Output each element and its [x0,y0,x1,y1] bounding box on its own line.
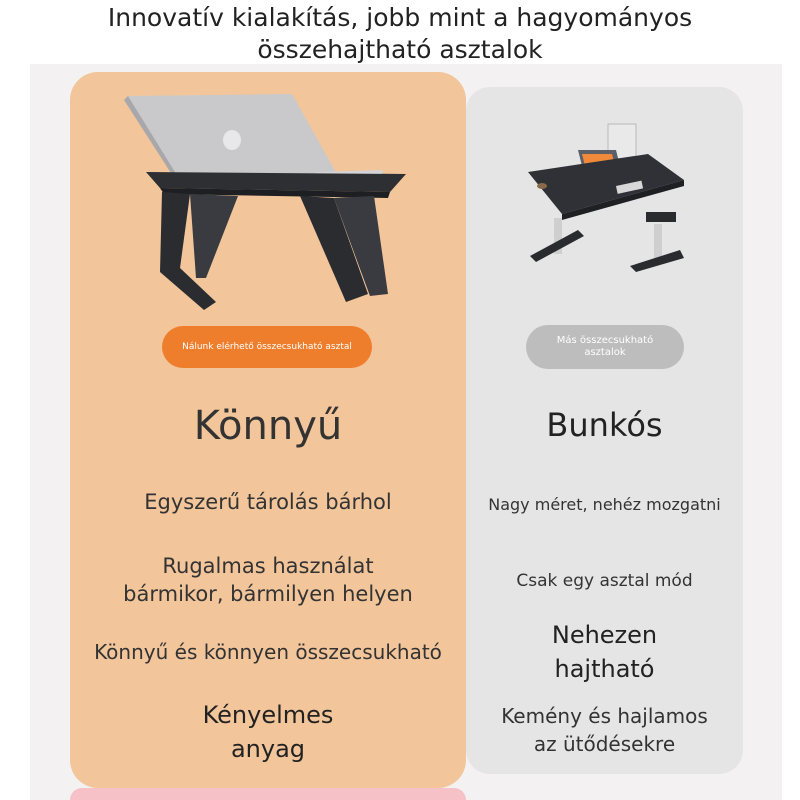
our-feature-material-line-2: anyag [230,735,306,763]
other-feature-material-line-1: Kemény és hajlamos [501,704,708,728]
bed-tray-table-image [520,120,690,300]
our-feature-foldable: Könnyű és könnyen összecsukható [94,640,442,664]
bottom-accent [70,788,466,800]
our-feature-flexible-use-line-1: Rugalmas használat [162,554,374,578]
our-feature-material-line-1: Kényelmes [202,701,334,729]
other-feature-material-line-2: az ütődésekre [533,732,676,756]
headline-line-1: Innovatív kialakítás, jobb mint a hagyományos [107,3,693,32]
our-feature-flexible-use-line-2: bármikor, bármilyen helyen [123,582,413,606]
our-feature-flexible-use [70,552,466,608]
laptop-stand-image [120,88,420,318]
other-feature-mode: Csak egy asztal mód [516,571,693,591]
other-feature-folding-line-1: Nehezen [551,621,658,649]
our-table-title: Könnyű [193,403,343,449]
other-tables-badge-line-2: asztalok [584,347,626,358]
our-table-badge: Nálunk elérhető összecsukható asztal [162,326,372,368]
header [0,0,800,70]
other-feature-size: Nagy méret, nehéz mozgatni [488,495,721,514]
other-tables-badge-line-1: Más összecsukható [556,335,654,346]
other-feature-material [466,702,743,758]
our-feature-storage: Egyszerű tárolás bárhol [144,490,392,514]
headline-line-2: összehajtható asztalok [257,35,543,64]
other-feature-folding-line-2: hajtható [554,655,655,683]
other-feature-folding [466,618,743,686]
our-feature-material [70,698,466,766]
other-tables-title: Bunkós [546,406,663,444]
other-tables-badge [526,325,684,369]
